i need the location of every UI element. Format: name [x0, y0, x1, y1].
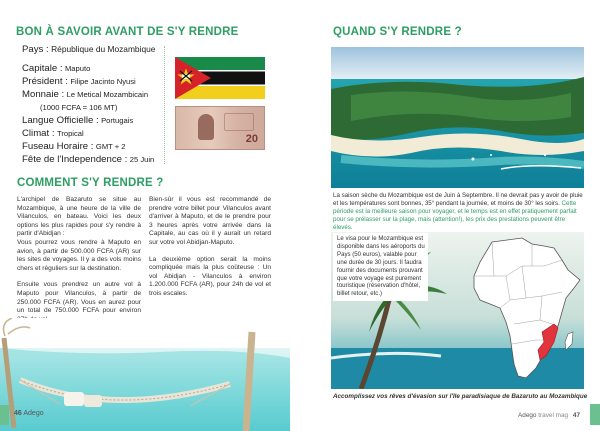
info-value: Filipe Jacinto Nyusi	[70, 77, 136, 86]
info-key: Langue Officielle :	[22, 115, 99, 126]
info-exchange-rate	[22, 101, 164, 114]
paragraph: La deuxième option serait la moins compliquée mais la plus coûteuse : Un vol Abidjan - Vilanculos à environ 1.200.000 FCFA (AR), pour 24h de vol et trois escales.	[149, 255, 271, 297]
page-number: 46	[14, 410, 22, 417]
banknote-value: 20	[245, 133, 258, 145]
info-key: Pays :	[22, 44, 49, 55]
page-tab-left	[0, 405, 9, 425]
banknote-image	[175, 106, 265, 150]
island-aerial-photo	[331, 47, 584, 188]
info-value: Portugais	[101, 116, 134, 125]
info-key: Fête de l'Independence :	[22, 154, 128, 165]
info-key: Capitale :	[22, 63, 63, 74]
info-key: Président :	[22, 76, 68, 87]
info-value: Le Metical Mozambicain	[66, 90, 149, 99]
info-value: Tropical	[56, 129, 84, 138]
footer-brand: Adego	[23, 410, 44, 417]
info-value: (1000 FCFA = 106 MT)	[40, 103, 118, 112]
photo-caption: Accomplissez vos rêves d'évasion sur l'Ile paradisiaque de Bazaruto au Mozambique	[333, 393, 588, 400]
info-key: Fuseau Horaire :	[22, 141, 94, 152]
season-advice: Cette période est la meilleure saison pour voyager, et le temps est en effet pratiquement parfait pour se prélasser sur la plage, mais (attention!), les prix des prestations peuvent être élevés.	[333, 200, 577, 231]
footer-brand: Adego	[518, 412, 537, 419]
heading-how-to-go: COMMENT S'Y RENDRE ?	[17, 177, 164, 189]
info-country	[22, 43, 164, 56]
visa-info-box	[333, 233, 428, 301]
heading-know-before: BON À SAVOIR AVANT DE S'Y RENDRE	[16, 26, 239, 38]
mozambique-flag	[175, 57, 265, 99]
africa-map	[470, 236, 582, 386]
when-to-go-text	[333, 192, 585, 232]
info-currency	[22, 88, 164, 101]
info-value: GMT + 2	[95, 142, 126, 151]
visa-text: Le visa pour le Mozambique est disponible dans les aéroports du Pays (50 euros), valable pour une durée de 30 jours. Il faudra fournir des documents prouvant que votre voyage est purement touristique (réservation d'hôtel, billet retour, etc.)	[337, 235, 425, 298]
paragraph: Vous pourrez vous rendre à Maputo en avion, à partir de 500.000 FCFA (AR) sur les sites de voyages. Il y a des vols moins chers et réguliers sur la destination.	[17, 238, 141, 272]
page-number: 47	[572, 412, 580, 419]
paragraph: L'archipel de Bazaruto se situe au Mozambique, à une heure de la ville de Vilanculos, en bateau. Voici les deux options les plus rapides pour s'y rendre à partir d'Abidjan :	[17, 196, 141, 238]
season-paragraph: La saison sèche du Mozambique est de Juin à Septembre. Il ne devrait pas y avoir de pluie et les températures sont bonnes, 35° pendant la journée, et moins de 30° les soirs.	[333, 192, 583, 207]
banknote-portrait	[198, 114, 214, 140]
info-key: Climat :	[22, 128, 55, 139]
paragraph: Bien-sûr il vous est recommandé de prendre votre billet pour Vilanculos avant d'arriver à Maputo, et de le prendre pour 3 heures après votre arrivée dans la Capitale, au cas où il y aurait un retard sur votre vol Abidjan-Maputo.	[149, 196, 271, 246]
footer-right	[518, 412, 580, 419]
info-capital	[22, 62, 164, 75]
footer-left	[14, 410, 44, 417]
info-president	[22, 75, 164, 88]
footer-mag: travel mag	[538, 412, 569, 419]
info-climate	[22, 127, 164, 140]
info-language	[22, 114, 164, 127]
info-value: République du Mozambique	[51, 44, 156, 54]
info-divider	[164, 46, 165, 164]
info-value: Maputo	[64, 64, 91, 73]
how-to-go-column-2	[149, 196, 271, 299]
info-independence	[22, 153, 164, 166]
page-tab-right	[590, 404, 600, 425]
info-key: Monnaie :	[22, 89, 65, 100]
heading-when-to-go: QUAND S'Y RENDRE ?	[333, 26, 462, 38]
info-timezone	[22, 140, 164, 153]
info-list	[22, 43, 164, 166]
banknote-pattern	[224, 113, 254, 131]
info-value: 25 Juin	[129, 155, 155, 164]
paragraph: Ensuite vous prendrez un autre vol à Maputo pour Vilanculos, à partir de 250.000 FCFA (AR). Vous en aurez pour un total de 750.000 FCFA pour environ	[17, 281, 141, 315]
how-to-go-column-1	[17, 196, 141, 324]
